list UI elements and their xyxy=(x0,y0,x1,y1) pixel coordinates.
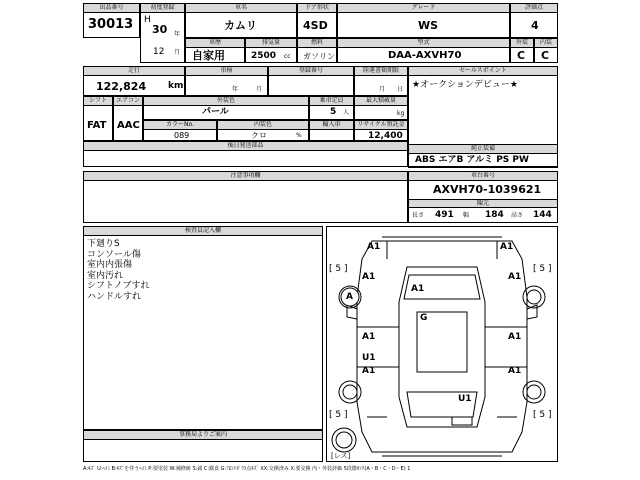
inspection-label: 車歴 xyxy=(186,39,244,48)
fuel-cell xyxy=(297,38,337,63)
mileage-cell xyxy=(83,66,185,96)
cc-unit: cc xyxy=(284,53,291,60)
inspector-note-line: 室内内張傷 xyxy=(87,260,133,270)
int-color-value: クロ xyxy=(251,131,267,140)
grade-label: グレード xyxy=(338,4,509,13)
legend-text: A:ｷｽﾞ U:ﾍｺﾐ B:ｷｽﾞを伴うﾍｺﾐ P:要塗装 W:補修跡 S:錆 C:腐食 G:ﾌﾛﾝﾄｶﾞﾗｽ点ｷｽﾞ XX:交換済み X:要交換 内・外装評価 5段階ｶﾝｸ(A・B・C・D・E) 1 xyxy=(83,466,411,472)
inspection-exp-label: 車検 xyxy=(186,67,267,76)
recycle-cell xyxy=(354,120,408,141)
color-no-value: 089 xyxy=(174,131,190,140)
rear-parts-label: 後日発送部品 xyxy=(84,142,407,151)
recycle-label: リサイクル預託金 xyxy=(355,121,407,130)
height-value: 144 xyxy=(533,210,552,220)
exterior-cell xyxy=(510,38,534,63)
damage-diagram xyxy=(326,226,558,462)
notes-label: 注意事項欄 xyxy=(84,172,407,181)
recycle-value: 12,400 xyxy=(368,131,403,141)
equipment-value: ABS エアB アルミ PS PW xyxy=(415,155,529,165)
origin-label: 陳元 xyxy=(409,199,557,208)
left-mirror xyxy=(347,305,357,319)
rear-parts-cell xyxy=(83,141,408,167)
mark-a1-left-2: A1 xyxy=(362,332,376,342)
les-label: [レス] xyxy=(331,452,351,460)
wheel-rr xyxy=(523,381,545,403)
sales-point-cell xyxy=(408,66,558,150)
chassis-cell xyxy=(408,171,558,223)
car-diagram-svg xyxy=(327,227,557,461)
car-name-cell xyxy=(185,3,297,38)
first-registration-label: 初度登録 xyxy=(141,4,184,13)
displacement-value: 2500 xyxy=(251,51,277,61)
mark-u1-rear: U1 xyxy=(458,394,472,404)
exterior-label: 外装 xyxy=(511,39,533,48)
capacity-cell xyxy=(309,96,354,120)
max-load-label: 最大積載量 xyxy=(355,97,407,106)
year-unit: 年 xyxy=(174,31,181,38)
month-unit: 月 xyxy=(174,49,181,56)
inspector-notes-label: 検査員記入欄 xyxy=(84,227,322,236)
percent-unit: % xyxy=(296,132,302,139)
door-shape-label: ドア形状 xyxy=(298,4,336,13)
recall-month-unit: 月 xyxy=(379,86,386,93)
wheel-fr xyxy=(523,286,545,308)
office-label: 事務局よりご案内 xyxy=(84,431,322,440)
displacement-label: 排気量 xyxy=(246,39,296,48)
shift-value: FAT xyxy=(87,120,107,131)
displacement-cell xyxy=(245,38,297,63)
registration-no-label: 登録番号 xyxy=(269,67,353,76)
mileage-label: 走行 xyxy=(84,67,184,76)
interior-cell xyxy=(534,38,558,63)
mark-g-roof: G xyxy=(420,313,428,323)
inspection-exp-cell xyxy=(185,66,268,96)
use-cell xyxy=(185,38,245,63)
recall-label: 陸運書類期限 xyxy=(355,67,407,76)
grade-cell xyxy=(337,3,510,38)
ac-value: AAC xyxy=(117,120,140,131)
inspector-note-line: 室内汚れ xyxy=(87,270,124,281)
year-value: 30 xyxy=(152,23,168,36)
use-value: 自家用 xyxy=(192,49,225,62)
ext-color-cell xyxy=(143,96,309,120)
car-name-label: 車名 xyxy=(186,4,296,13)
color-no-label: カラーNo. xyxy=(144,121,216,130)
mark-a1-right-2: A1 xyxy=(508,332,522,342)
inspector-note-line: シフトノブすれ xyxy=(87,281,150,291)
recall-day-unit: 日 xyxy=(397,86,404,93)
mark-a1-left-1: A1 xyxy=(362,272,376,282)
score-label: 評価点 xyxy=(511,4,557,13)
height-label: 高さ xyxy=(511,212,524,219)
equipment-label: 純正装備 xyxy=(409,145,557,154)
int-color-label: 内装色 xyxy=(218,121,308,130)
registration-no-cell xyxy=(268,66,354,96)
lot-number-label: 出品番号 xyxy=(84,4,139,13)
lot-number-cell xyxy=(83,3,140,38)
inspection-month-unit: 月 xyxy=(256,86,263,93)
lot-number-value: 30013 xyxy=(88,17,134,32)
mileage-value: 122,824 xyxy=(96,80,147,93)
width-label: 幅 xyxy=(463,212,470,219)
bracket-5-left-bottom: [ 5 ] xyxy=(329,410,348,420)
max-load-cell xyxy=(354,96,408,120)
inspector-note-line: コンソール傷 xyxy=(87,249,141,260)
door-shape-cell xyxy=(297,3,337,38)
ext-color-value: パール xyxy=(202,107,229,117)
mark-a1-right-1: A1 xyxy=(508,272,522,282)
wheel-rl xyxy=(339,381,361,403)
inspector-note-line: ハンドルすれ xyxy=(87,291,142,302)
color-no-cell xyxy=(143,120,217,141)
mark-a-wheel: A xyxy=(346,292,353,302)
int-color-cell xyxy=(217,120,309,141)
capacity-value: 5 xyxy=(330,107,337,117)
chassis-label: 車台番号 xyxy=(409,172,557,181)
grade-value: WS xyxy=(418,19,439,32)
score-value: 4 xyxy=(531,19,539,32)
car-name-value: カムリ xyxy=(224,19,257,32)
inspector-notes-list xyxy=(87,239,149,302)
bracket-5-right-bottom: [ 5 ] xyxy=(533,410,552,420)
mark-u1-left: U1 xyxy=(362,353,376,363)
fuel-label: 燃料 xyxy=(298,39,336,48)
sales-point-value: ★オークションデビュー★ xyxy=(412,80,518,90)
inspector-note-line: 下廻りS xyxy=(87,239,120,249)
import-label: 輸入車 xyxy=(310,121,353,130)
right-mirror xyxy=(527,305,537,319)
model-cell xyxy=(337,38,510,63)
person-unit: 人 xyxy=(343,109,350,116)
recall-cell xyxy=(354,66,408,96)
interior-label: 内装 xyxy=(535,39,557,48)
model-label: 型式 xyxy=(338,39,509,48)
mark-a1-right-3: A1 xyxy=(508,366,522,376)
era-value: H xyxy=(144,15,151,25)
bracket-5-right-top: [ 5 ] xyxy=(533,264,552,274)
shift-label: シフト xyxy=(84,97,112,106)
ac-label: エアコン xyxy=(114,97,142,106)
bracket-5-left-top: [ 5 ] xyxy=(329,264,348,274)
model-value: DAA-AXVH70 xyxy=(388,50,462,61)
equipment-box xyxy=(408,144,558,168)
month-value: 12 xyxy=(153,47,165,57)
width-value: 184 xyxy=(485,210,504,220)
mark-a1-front-left: A1 xyxy=(367,242,381,252)
interior-value: C xyxy=(541,49,550,62)
mark-a1-left-3: A1 xyxy=(362,366,376,376)
inspector-notes-cell xyxy=(83,226,323,430)
notes-cell xyxy=(83,171,408,223)
exterior-value: C xyxy=(517,49,526,62)
ext-color-label: 外装色 xyxy=(144,97,308,106)
ac-cell xyxy=(113,96,143,141)
km-unit: km xyxy=(168,81,184,91)
fuel-value: ガソリン xyxy=(303,52,335,61)
body-outline xyxy=(357,241,527,452)
capacity-label: 乗車定員 xyxy=(310,97,353,106)
door-shape-value: 4SD xyxy=(303,19,328,32)
first-registration-cell xyxy=(140,3,185,63)
door-lines xyxy=(357,327,527,367)
sales-point-label: セールスポイント xyxy=(409,67,557,76)
import-cell xyxy=(309,120,354,141)
inspection-year-unit: 年 xyxy=(232,86,239,93)
chassis-value: AXVH70-1039621 xyxy=(433,183,542,196)
license-plate xyxy=(452,417,472,425)
mark-a1-front-right: A1 xyxy=(500,242,514,252)
score-cell xyxy=(510,3,558,38)
kg-unit: kg xyxy=(397,110,405,117)
shift-cell xyxy=(83,96,113,141)
office-cell xyxy=(83,430,323,462)
mark-a1-hood: A1 xyxy=(411,284,425,294)
length-value: 491 xyxy=(435,210,454,220)
length-label: 長さ xyxy=(412,212,425,219)
